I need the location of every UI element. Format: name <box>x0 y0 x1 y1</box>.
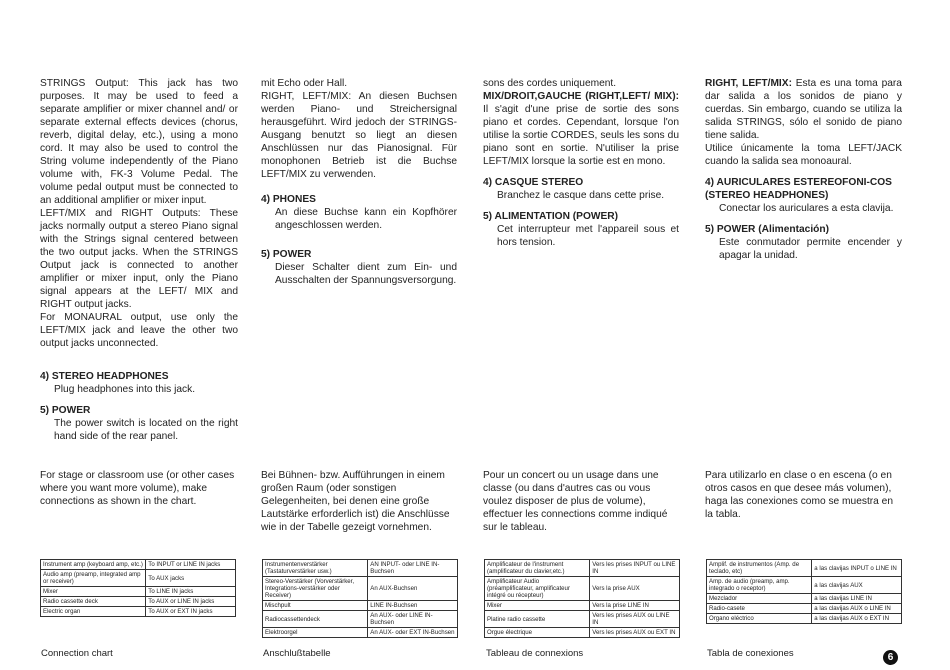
stereo-headphones-heading: 4) STEREO HEADPHONES <box>40 371 169 382</box>
table-row <box>263 628 458 638</box>
table-row <box>707 604 902 614</box>
fr-mix-text: Il s'agit d'une prise de sortie des sons piano et cordes. Cependant, lorsque l'on utilise la sortie CORDES, seuls les sons du piano sont en sortie. N'utiliser la prise LEFT/MIX lorsque la sortie est en mono. <box>483 104 679 167</box>
table-row <box>707 614 902 624</box>
destination-cell: a las clavijas AUX o LINE IN <box>812 604 902 614</box>
device-cell: Instrumentenverstärker (Tastaturverstärker usw.) <box>263 560 368 577</box>
destination-cell: a las clavijas AUX o EXT IN <box>812 614 902 624</box>
left-mix-right-paragraph: LEFT/MIX and RIGHT Outputs: These jacks normally output a stereo Piano signal with the Strings signal centered between the two output jacks. When the STRINGS Output jack is connected to another amplifier or mixer input, only the Piano signal appears at the LEFT/ MIX and RIGHT output jacks. <box>40 208 238 310</box>
es-monoaural-paragraph: Utilice únicamente la toma LEFT/JACK cuando la salida sea monoaural. <box>705 143 902 167</box>
destination-cell: a las clavijas INPUT o LINE IN <box>812 560 902 577</box>
device-cell: Amplificateur de l'instrument (amplificateur du clavier,etc.) <box>485 560 590 577</box>
table-row <box>41 570 236 587</box>
es-right-left-text: Esta es una toma para dar salida a los sonidos de piano y cuerdas. Sin embargo, cuando se utiliza la salida STRINGS, sólo el sonido de piano tiene salida. <box>705 78 902 141</box>
table-row <box>263 611 458 628</box>
power-text: The power switch is located on the right hand side of the rear panel. <box>54 418 238 442</box>
fr-mix-heading: MIX/DROIT,GAUCHE (RIGHT,LEFT/ MIX): <box>483 91 679 102</box>
de-echo-line: mit Echo oder Hall. <box>261 78 348 89</box>
de-power-text: Dieser Schalter dient zum Ein- und Ausschalten der Spannungsversorgung. <box>275 262 457 286</box>
fr-stage-paragraph: Pour un concert ou un usage dans une classe (ou dans d'autres cas ou vous voulez disposer de plus de volume), effectuer les connections comme indiqué sur le tableau. <box>483 470 668 533</box>
table-row <box>485 601 680 611</box>
es-stage-paragraph: Para utilizarlo en clase o en escena (o en otros casos en que desee más volumen), haga las conexiones como se muestra en la tabla. <box>705 470 894 520</box>
es-power-title: 5) POWER <box>705 224 756 235</box>
table-row <box>707 577 902 594</box>
table-row <box>41 607 236 617</box>
power-heading: 5) POWER <box>40 405 91 416</box>
device-cell: Amplif. de instrumentos (Amp. de teclado, etc) <box>707 560 812 577</box>
fr-casque-heading: 4) CASQUE STEREO <box>483 177 584 188</box>
device-cell: Radio-casete <box>707 604 812 614</box>
destination-cell: To AUX or LINE IN jacks <box>146 597 236 607</box>
connection-chart-es <box>706 559 902 624</box>
destination-cell: To AUX or EXT IN jacks <box>146 607 236 617</box>
fr-casque-text: Branchez le casque dans cette prise. <box>497 190 665 201</box>
destination-cell: Vers les prises INPUT ou LINE IN <box>590 560 680 577</box>
destination-cell: Vers les prises AUX ou EXT IN <box>590 628 680 638</box>
monaural-paragraph: For MONAURAL output, use only the LEFT/MIX jack and leave the other two output jacks unconnected. <box>40 312 238 349</box>
device-cell: Orgue électrique <box>485 628 590 638</box>
device-cell: Instrument amp (keyboard amp, etc.) <box>41 560 146 570</box>
es-power-heading <box>705 223 902 236</box>
fr-cordes-line: sons des cordes uniquement. <box>483 78 617 89</box>
table-row <box>41 560 236 570</box>
es-right-left-paragraph <box>705 77 902 142</box>
device-cell: Mixer <box>485 601 590 611</box>
destination-cell: To LINE IN jacks <box>146 587 236 597</box>
de-power-heading: 5) POWER <box>261 249 312 260</box>
device-cell: Radio cassette deck <box>41 597 146 607</box>
table-row <box>263 560 458 577</box>
es-power-subtitle: (Alimentación) <box>758 224 829 235</box>
fr-mix-paragraph <box>483 90 679 168</box>
de-phones-heading: 4) PHONES <box>261 194 316 205</box>
device-cell: Platine radio cassette <box>485 611 590 628</box>
english-column <box>40 77 238 443</box>
stereo-headphones-text: Plug headphones into this jack. <box>54 384 196 395</box>
destination-cell: To INPUT or LINE IN jacks <box>146 560 236 570</box>
device-cell: Mixer <box>41 587 146 597</box>
device-cell: Elektroorgel <box>263 628 368 638</box>
tableau-caption: Tableau de connexions <box>486 648 584 659</box>
table-row <box>263 577 458 601</box>
destination-cell: An AUX- oder EXT IN-Buchsen <box>368 628 458 638</box>
destination-cell: LINE IN-Buchsen <box>368 601 458 611</box>
tabla-caption: Tabla de conexiones <box>707 648 794 659</box>
device-cell: Organo eléctrico <box>707 614 812 624</box>
es-right-left-heading: RIGHT, LEFT/MIX: <box>705 78 792 89</box>
device-cell: Amp. de audio (preamp, amp. integrado o receptor) <box>707 577 812 594</box>
destination-cell: An AUX- oder LINE IN-Buchsen <box>368 611 458 628</box>
fr-alimentation-text: Cet interrupteur met l'appareil sous et hors tension. <box>497 224 679 248</box>
strings-output-paragraph: STRINGS Output: This jack has two purposes. It may be used to feed a separate amplifier or mixer channel and/ or separate external effects devices (chorus, reverb, digital delay, etc.), using a mono cord. It may also be used to control the String volume independently of the Piano volume with, FK-3 Volume Pedal. The volume pedal output must be connected to an additional amplifier or mixer input. <box>40 78 238 206</box>
destination-cell: Vers la prise AUX <box>590 577 680 601</box>
french-column <box>483 77 679 249</box>
table-row <box>485 577 680 601</box>
device-cell: Stereo-Verstärker (Vorverstärker, Integrations-verstärker oder Receiver) <box>263 577 368 601</box>
destination-cell: a las clavijas AUX <box>812 577 902 594</box>
destination-cell: AN INPUT- oder LINE IN-Buchsen <box>368 560 458 577</box>
destination-cell: An AUX-Buchsen <box>368 577 458 601</box>
destination-cell: a las clavijas LINE IN <box>812 594 902 604</box>
de-phones-text: An diese Buchse kann ein Kopfhörer angeschlossen werden. <box>275 207 457 231</box>
device-cell: Radiocassettendeck <box>263 611 368 628</box>
device-cell: Electric organ <box>41 607 146 617</box>
device-cell: Mezclador <box>707 594 812 604</box>
destination-cell: Vers les prises AUX ou LINE IN <box>590 611 680 628</box>
table-row <box>707 560 902 577</box>
de-right-left-mix-paragraph: RIGHT, LEFT/MIX: An diesen Buchsen werden Piano- und Streichersignal herausgeführt. Wird jedoch der STRINGS-Ausgang benutzt so liegt an diesen Anschlüssen nur das Pianosignal. Für monophonen Betrieb ist die Buchse LEFT/MIX zu verwenden. <box>261 91 457 180</box>
es-power-text: Este conmutador permite encender y apagar la unidad. <box>719 237 902 261</box>
connection-chart-fr <box>484 559 680 638</box>
anschluss-tabelle-caption: Anschlußtabelle <box>263 648 331 659</box>
de-stage-paragraph: Bei Bühnen- bzw. Aufführungen in einem großen Raum (oder sonstigen Gelegenheiten, bei denen eine große Lautstärke erforderlich ist) die Anschlüsse wie in der Tabelle gezeigt vornehmen. <box>261 470 450 533</box>
table-row <box>41 587 236 597</box>
en-stage-paragraph: For stage or classroom use (or other cases where you want more volume), make connections as shown in the chart. <box>40 470 235 507</box>
table-row <box>485 611 680 628</box>
table-row <box>263 601 458 611</box>
table-row <box>707 594 902 604</box>
es-auriculares-heading: 4) AURICULARES ESTEREOFONI-COS (STEREO HEADPHONES) <box>705 177 892 201</box>
connection-chart-caption: Connection chart <box>41 648 113 659</box>
connection-chart-en <box>40 559 236 617</box>
device-cell: Amplificateur Audio (préamplificateur, amplificateur intégré ou récepteur) <box>485 577 590 601</box>
table-row <box>485 560 680 577</box>
table-row <box>485 628 680 638</box>
spanish-column <box>705 77 902 262</box>
destination-cell: To AUX jacks <box>146 570 236 587</box>
connection-chart-de <box>262 559 458 638</box>
destination-cell: Vers la prise LINE IN <box>590 601 680 611</box>
page-number: 6 <box>883 650 898 665</box>
device-cell: Mischpult <box>263 601 368 611</box>
es-auriculares-text: Conectar los auriculares a esta clavija. <box>719 203 894 214</box>
fr-alimentation-heading: 5) ALIMENTATION (POWER) <box>483 211 619 222</box>
table-row <box>41 597 236 607</box>
german-column <box>261 77 457 287</box>
device-cell: Audio amp (preamp, integrated amp or receiver) <box>41 570 146 587</box>
